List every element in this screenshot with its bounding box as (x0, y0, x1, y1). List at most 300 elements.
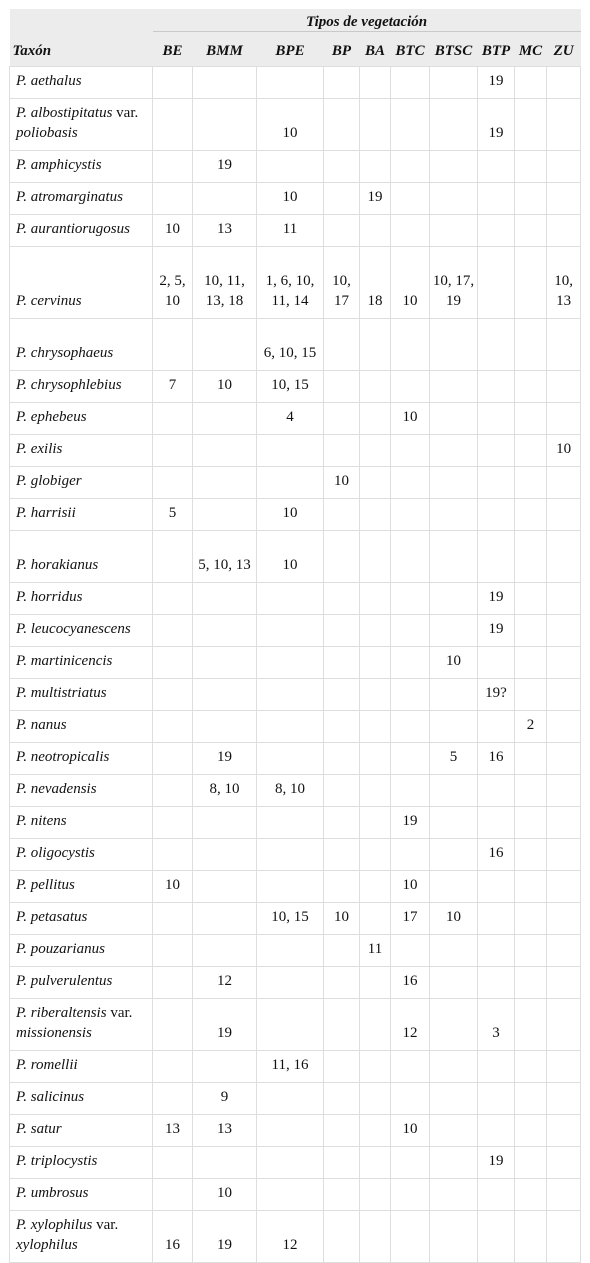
value-cell (430, 583, 478, 615)
value-cell (430, 1211, 478, 1263)
value-cell: 19 (391, 807, 430, 839)
value-cell (547, 99, 581, 151)
value-cell (257, 67, 324, 99)
value-cell (257, 871, 324, 903)
value-cell: 7 (153, 371, 193, 403)
value-cell (547, 183, 581, 215)
value-cell (430, 679, 478, 711)
value-cell (478, 775, 515, 807)
value-cell (193, 319, 257, 371)
taxon-cell (10, 1147, 153, 1179)
taxon-cell (10, 183, 153, 215)
taxon-name: P. chrysophaeus (16, 345, 114, 361)
value-cell (391, 679, 430, 711)
value-cell: 10 (391, 247, 430, 319)
value-cell (391, 531, 430, 583)
taxon-name: P. atromarginatus (16, 189, 123, 205)
taxon-cell (10, 647, 153, 679)
value-cell (478, 319, 515, 371)
table-row (10, 99, 581, 151)
taxon-cell (10, 151, 153, 183)
table-row (10, 935, 581, 967)
value-cell (193, 435, 257, 467)
value-cell (515, 247, 547, 319)
value-cell (547, 935, 581, 967)
value-cell (257, 151, 324, 183)
taxon-cell (10, 1115, 153, 1147)
taxon-cell (10, 935, 153, 967)
value-cell (515, 319, 547, 371)
value-cell (430, 371, 478, 403)
taxon-name: P. aurantiorugosus (16, 221, 130, 237)
table-row (10, 647, 581, 679)
value-cell (193, 711, 257, 743)
value-cell (547, 807, 581, 839)
value-cell (324, 215, 360, 247)
value-cell (391, 647, 430, 679)
value-cell (547, 743, 581, 775)
value-cell (430, 999, 478, 1051)
value-cell (547, 1211, 581, 1263)
value-cell: 13 (193, 1115, 257, 1147)
taxon-cell (10, 467, 153, 499)
value-cell (430, 1083, 478, 1115)
value-cell: 16 (478, 743, 515, 775)
value-cell (153, 839, 193, 871)
value-cell: 10 (257, 183, 324, 215)
table-row (10, 151, 581, 183)
value-cell (515, 807, 547, 839)
value-cell (391, 371, 430, 403)
value-cell (324, 743, 360, 775)
value-cell (515, 1179, 547, 1211)
taxon-name: P. chrysophlebius (16, 377, 122, 393)
value-cell (547, 615, 581, 647)
table-row (10, 319, 581, 371)
value-cell (153, 903, 193, 935)
value-cell (391, 67, 430, 99)
value-cell: 11 (257, 215, 324, 247)
taxon-name: P. triplocystis (16, 1153, 98, 1169)
value-cell (547, 319, 581, 371)
value-cell (515, 151, 547, 183)
value-cell (478, 247, 515, 319)
value-cell: 13 (193, 215, 257, 247)
value-cell (478, 935, 515, 967)
value-cell (324, 615, 360, 647)
taxon-name: P. globiger (16, 473, 82, 489)
value-cell (153, 711, 193, 743)
value-cell (324, 775, 360, 807)
value-cell (360, 467, 391, 499)
value-cell (391, 183, 430, 215)
taxon-name: P. nitens (16, 813, 67, 829)
value-cell: 10, 13 (547, 247, 581, 319)
value-cell (360, 67, 391, 99)
table-row (10, 903, 581, 935)
value-cell (391, 1147, 430, 1179)
column-header: BP (324, 32, 360, 67)
value-cell: 10 (257, 99, 324, 151)
value-cell (324, 371, 360, 403)
value-cell (391, 99, 430, 151)
column-header: BTC (391, 32, 430, 67)
value-cell (547, 371, 581, 403)
value-cell (193, 903, 257, 935)
variety-marker: var. (106, 1005, 133, 1021)
value-cell: 5 (153, 499, 193, 531)
value-cell: 19 (478, 583, 515, 615)
value-cell (193, 871, 257, 903)
value-cell (478, 151, 515, 183)
table-row (10, 183, 581, 215)
value-cell (153, 807, 193, 839)
value-cell (153, 183, 193, 215)
taxon-cell (10, 999, 153, 1051)
taxon-name: P. horakianus (16, 557, 99, 573)
value-cell (153, 151, 193, 183)
taxon-cell (10, 319, 153, 371)
table-row (10, 371, 581, 403)
value-cell (360, 583, 391, 615)
value-cell (153, 1051, 193, 1083)
value-cell (391, 151, 430, 183)
value-cell (478, 1051, 515, 1083)
value-cell (324, 999, 360, 1051)
taxon-name: P. amphicystis (16, 157, 102, 173)
value-cell (193, 1051, 257, 1083)
value-cell (257, 583, 324, 615)
value-cell: 19 (360, 183, 391, 215)
value-cell: 19 (478, 1147, 515, 1179)
table-row (10, 743, 581, 775)
value-cell: 19 (193, 1211, 257, 1263)
taxon-name: P. nanus (16, 717, 67, 733)
table-row (10, 435, 581, 467)
value-cell: 13 (153, 1115, 193, 1147)
value-cell: 19 (193, 999, 257, 1051)
value-cell (257, 1083, 324, 1115)
value-cell (478, 711, 515, 743)
value-cell (324, 935, 360, 967)
value-cell (324, 967, 360, 999)
value-cell (515, 871, 547, 903)
value-cell (153, 531, 193, 583)
value-cell (515, 1211, 547, 1263)
value-cell (193, 935, 257, 967)
value-cell (360, 371, 391, 403)
taxon-name: P. cervinus (16, 293, 82, 309)
value-cell (257, 647, 324, 679)
value-cell (391, 1179, 430, 1211)
value-cell (391, 319, 430, 371)
value-cell (391, 839, 430, 871)
value-cell (547, 1147, 581, 1179)
value-cell (360, 839, 391, 871)
column-header: BE (153, 32, 193, 67)
value-cell (515, 839, 547, 871)
value-cell (430, 319, 478, 371)
column-header: ZU (547, 32, 581, 67)
value-cell: 10 (547, 435, 581, 467)
value-cell (360, 1083, 391, 1115)
value-cell (391, 467, 430, 499)
value-cell (515, 1147, 547, 1179)
value-cell (478, 1211, 515, 1263)
value-cell (430, 183, 478, 215)
value-cell (478, 807, 515, 839)
value-cell (257, 615, 324, 647)
value-cell: 18 (360, 247, 391, 319)
taxon-name: P. xylophilus (16, 1217, 93, 1233)
value-cell (515, 403, 547, 435)
value-cell (391, 775, 430, 807)
taxon-name: P. leucocyanescens (16, 621, 131, 637)
value-cell (360, 1147, 391, 1179)
variety-name: poliobasis (16, 125, 78, 141)
value-cell: 19 (193, 743, 257, 775)
value-cell: 17 (391, 903, 430, 935)
value-cell (360, 319, 391, 371)
value-cell (515, 215, 547, 247)
taxon-name: P. petasatus (16, 909, 88, 925)
taxon-name: P. neotropicalis (16, 749, 110, 765)
table-row (10, 839, 581, 871)
table-row (10, 679, 581, 711)
value-cell (324, 99, 360, 151)
value-cell (478, 183, 515, 215)
column-header: BPE (257, 32, 324, 67)
table-row (10, 215, 581, 247)
value-cell (153, 1179, 193, 1211)
value-cell (153, 935, 193, 967)
value-cell: 10, 17 (324, 247, 360, 319)
variety-marker: var. (112, 105, 139, 121)
value-cell (515, 1051, 547, 1083)
value-cell (430, 99, 478, 151)
value-cell (360, 967, 391, 999)
taxon-cell (10, 371, 153, 403)
taxon-cell (10, 839, 153, 871)
value-cell: 10, 11, 13, 18 (193, 247, 257, 319)
value-cell (324, 647, 360, 679)
value-cell (478, 371, 515, 403)
table-row (10, 67, 581, 99)
table-row (10, 1083, 581, 1115)
value-cell (515, 467, 547, 499)
value-cell (391, 499, 430, 531)
value-cell (360, 99, 391, 151)
value-cell (324, 183, 360, 215)
value-cell (324, 1211, 360, 1263)
value-cell: 10, 17, 19 (430, 247, 478, 319)
value-cell (547, 647, 581, 679)
value-cell: 2, 5, 10 (153, 247, 193, 319)
value-cell (430, 151, 478, 183)
taxon-cell (10, 807, 153, 839)
value-cell (324, 1147, 360, 1179)
value-cell (324, 403, 360, 435)
value-cell: 10 (324, 467, 360, 499)
table-wrapper (9, 9, 580, 1263)
value-cell (515, 1083, 547, 1115)
value-cell (153, 1083, 193, 1115)
value-cell (257, 1115, 324, 1147)
value-cell (547, 679, 581, 711)
value-cell (193, 67, 257, 99)
value-cell: 12 (391, 999, 430, 1051)
taxon-name: P. exilis (16, 441, 63, 457)
value-cell (515, 531, 547, 583)
table-row (10, 967, 581, 999)
value-cell (360, 1179, 391, 1211)
value-cell (153, 99, 193, 151)
value-cell (547, 151, 581, 183)
value-cell (324, 583, 360, 615)
value-cell (360, 403, 391, 435)
value-cell (324, 319, 360, 371)
value-cell (153, 1147, 193, 1179)
value-cell (153, 679, 193, 711)
value-cell (547, 1115, 581, 1147)
value-cell (478, 531, 515, 583)
value-cell (360, 1051, 391, 1083)
value-cell (193, 403, 257, 435)
taxon-name: P. albostipitatus (16, 105, 113, 121)
value-cell: 2 (515, 711, 547, 743)
value-cell (153, 743, 193, 775)
value-cell (324, 807, 360, 839)
value-cell (193, 807, 257, 839)
value-cell (360, 151, 391, 183)
taxon-cell (10, 403, 153, 435)
table-row (10, 807, 581, 839)
value-cell (257, 935, 324, 967)
value-cell (547, 967, 581, 999)
value-cell: 10 (153, 871, 193, 903)
value-cell (547, 403, 581, 435)
value-cell (360, 215, 391, 247)
value-cell (360, 647, 391, 679)
taxon-name: P. pouzarianus (16, 941, 105, 957)
table-row (10, 775, 581, 807)
value-cell (324, 67, 360, 99)
table-row (10, 1211, 581, 1263)
value-cell (515, 679, 547, 711)
table-row (10, 403, 581, 435)
table-row (10, 467, 581, 499)
value-cell (430, 615, 478, 647)
value-cell (430, 1051, 478, 1083)
value-cell (193, 1147, 257, 1179)
taxon-cell (10, 247, 153, 319)
value-cell (153, 999, 193, 1051)
value-cell: 19 (478, 615, 515, 647)
value-cell (153, 319, 193, 371)
value-cell (257, 743, 324, 775)
value-cell (257, 999, 324, 1051)
value-cell (547, 871, 581, 903)
value-cell (257, 1179, 324, 1211)
taxon-cell (10, 679, 153, 711)
value-cell (360, 743, 391, 775)
table-header (10, 9, 581, 67)
value-cell (193, 839, 257, 871)
value-cell (324, 1083, 360, 1115)
value-cell (430, 1179, 478, 1211)
value-cell (515, 903, 547, 935)
value-cell (193, 467, 257, 499)
value-cell (324, 839, 360, 871)
table-row (10, 247, 581, 319)
value-cell (360, 999, 391, 1051)
value-cell (430, 807, 478, 839)
value-cell: 4 (257, 403, 324, 435)
value-cell (193, 647, 257, 679)
value-cell: 5 (430, 743, 478, 775)
value-cell (430, 499, 478, 531)
value-cell (547, 775, 581, 807)
value-cell: 19 (193, 151, 257, 183)
value-cell (391, 583, 430, 615)
value-cell (430, 67, 478, 99)
value-cell (547, 1083, 581, 1115)
value-cell (360, 711, 391, 743)
value-cell: 16 (478, 839, 515, 871)
value-cell (515, 999, 547, 1051)
value-cell (257, 967, 324, 999)
taxon-cell (10, 967, 153, 999)
value-cell (515, 775, 547, 807)
value-cell (391, 215, 430, 247)
taxon-name: P. multistriatus (16, 685, 107, 701)
value-cell (324, 435, 360, 467)
value-cell (515, 183, 547, 215)
taxon-cell (10, 1051, 153, 1083)
taxon-name: P. salicinus (16, 1089, 85, 1105)
value-cell (360, 903, 391, 935)
value-cell (360, 435, 391, 467)
value-cell (515, 935, 547, 967)
variety-marker: var. (92, 1217, 119, 1233)
value-cell (430, 839, 478, 871)
value-cell (153, 583, 193, 615)
value-cell (515, 99, 547, 151)
taxon-cell (10, 215, 153, 247)
value-cell (193, 499, 257, 531)
value-cell (360, 775, 391, 807)
value-cell (547, 839, 581, 871)
taxon-cell (10, 435, 153, 467)
value-cell (193, 183, 257, 215)
value-cell: 10 (391, 1115, 430, 1147)
value-cell (153, 615, 193, 647)
value-cell (193, 679, 257, 711)
column-header: BMM (193, 32, 257, 67)
value-cell (391, 1211, 430, 1263)
value-cell (515, 583, 547, 615)
value-cell (360, 615, 391, 647)
value-cell (153, 967, 193, 999)
value-cell: 11, 16 (257, 1051, 324, 1083)
value-cell (547, 1051, 581, 1083)
value-cell (478, 967, 515, 999)
value-cell: 6, 10, 15 (257, 319, 324, 371)
table-row (10, 531, 581, 583)
value-cell (547, 1179, 581, 1211)
value-cell: 19 (478, 67, 515, 99)
table-row (10, 1147, 581, 1179)
